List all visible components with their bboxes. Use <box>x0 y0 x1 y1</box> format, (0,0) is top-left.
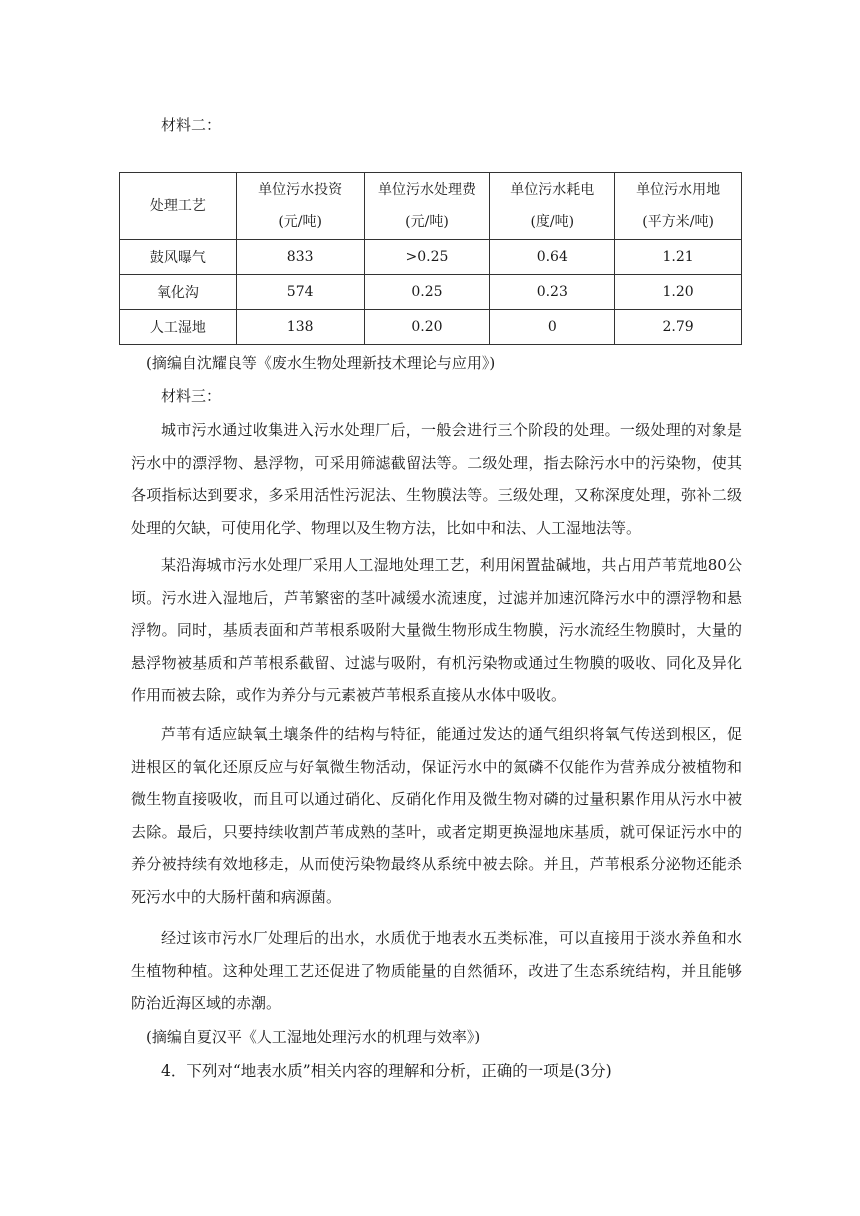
header-cell: 单位污水投资 (元/吨) <box>236 173 364 240</box>
table-cell: 0.64 <box>490 240 615 275</box>
paragraph-3: 芦苇有适应缺氧土壤条件的结构与特征，能通过发达的通气组织将氧气传送到根区，促进根区的氧化还原反应与好氧微生物活动，保证污水中的氮磷不仅能作为营养成分被植物和微生物直接吸收，而且可以通过硝化、反硝化作用及微生物对磷的过量积累作用从污水中被去除。最后，只要持续收割芦苇成熟的茎叶，或者定期更换湿地床基质，就可保证污水中的养分被持续有效地移走，从而使污染物最终从系统中被去除。并且，芦苇根系分泌物还能杀死污水中的大肠杆菌和病源菌。 <box>131 725 742 906</box>
table-cell: 138 <box>236 310 364 345</box>
paragraph-4: 经过该市污水厂处理后的出水，水质优于地表水五类标准，可以直接用于淡水养鱼和水生植物种植。这种处理工艺还促进了物质能量的自然循环，改进了生态系统结构，并且能够防治近海区域的赤潮。 <box>131 929 742 1012</box>
table-cell: 鼓风曝气 <box>120 240 237 275</box>
table-cell: 0.25 <box>364 275 490 310</box>
table-cell: 氧化沟 <box>120 275 237 310</box>
table-row <box>120 310 742 345</box>
table-cell: 1.21 <box>615 240 742 275</box>
table-cell: 574 <box>236 275 364 310</box>
table-cell: 0.20 <box>364 310 490 345</box>
table-header-row <box>120 173 742 240</box>
paragraph-1: 城市污水通过收集进入污水处理厂后，一般会进行三个阶段的处理。一级处理的对象是污水中的漂浮物、悬浮物，可采用筛滤截留法等。二级处理，指去除污水中的污染物，使其各项指标达到要求，多采用活性污泥法、生物膜法等。三级处理，又称深度处理，弥补二级处理的欠缺，可使用化学、物理以及生物方法，比如中和法、人工湿地法等。 <box>131 421 742 537</box>
sewage-process-table <box>119 172 742 345</box>
source-citation-2: (摘编自夏汉平《人工湿地处理污水的机理与效率》) <box>146 1028 481 1046</box>
source-citation-1: (摘编自沈耀良等《废水生物处理新技术理论与应用》) <box>146 354 496 372</box>
table-cell: 0 <box>490 310 615 345</box>
header-cell: 单位污水处理费 (元/吨) <box>364 173 490 240</box>
table-row <box>120 275 742 310</box>
table-cell: 833 <box>236 240 364 275</box>
table-cell: >0.25 <box>364 240 490 275</box>
header-cell: 处理工艺 <box>120 173 237 240</box>
table-cell: 2.79 <box>615 310 742 345</box>
question-4: 4．下列对“地表水质”相关内容的理解和分析，正确的一项是(3分) <box>161 1062 612 1080</box>
table-cell: 0.23 <box>490 275 615 310</box>
header-cell: 单位污水耗电 (度/吨) <box>490 173 615 240</box>
material-three-label: 材料三： <box>161 387 222 405</box>
table-cell: 1.20 <box>615 275 742 310</box>
paragraph-2: 某沿海城市污水处理厂采用人工湿地处理工艺，利用闲置盐碱地，共占用芦苇荒地80公顷。污水进入湿地后，芦苇繁密的茎叶减缓水流速度，过滤并加速沉降污水中的漂浮物和悬浮物。同时，基质表面和芦苇根系吸附大量微生物形成生物膜，污水流经生物膜时，大量的悬浮物被基质和芦苇根系截留、过滤与吸附，有机污染物或通过生物膜的吸收、同化及异化作用而被去除，或作为养分与元素被芦苇根系直接从水体中吸收。 <box>131 556 742 704</box>
table-row <box>120 240 742 275</box>
table-cell: 人工湿地 <box>120 310 237 345</box>
header-cell: 单位污水用地 (平方米/吨) <box>615 173 742 240</box>
material-two-label: 材料二： <box>161 116 222 134</box>
